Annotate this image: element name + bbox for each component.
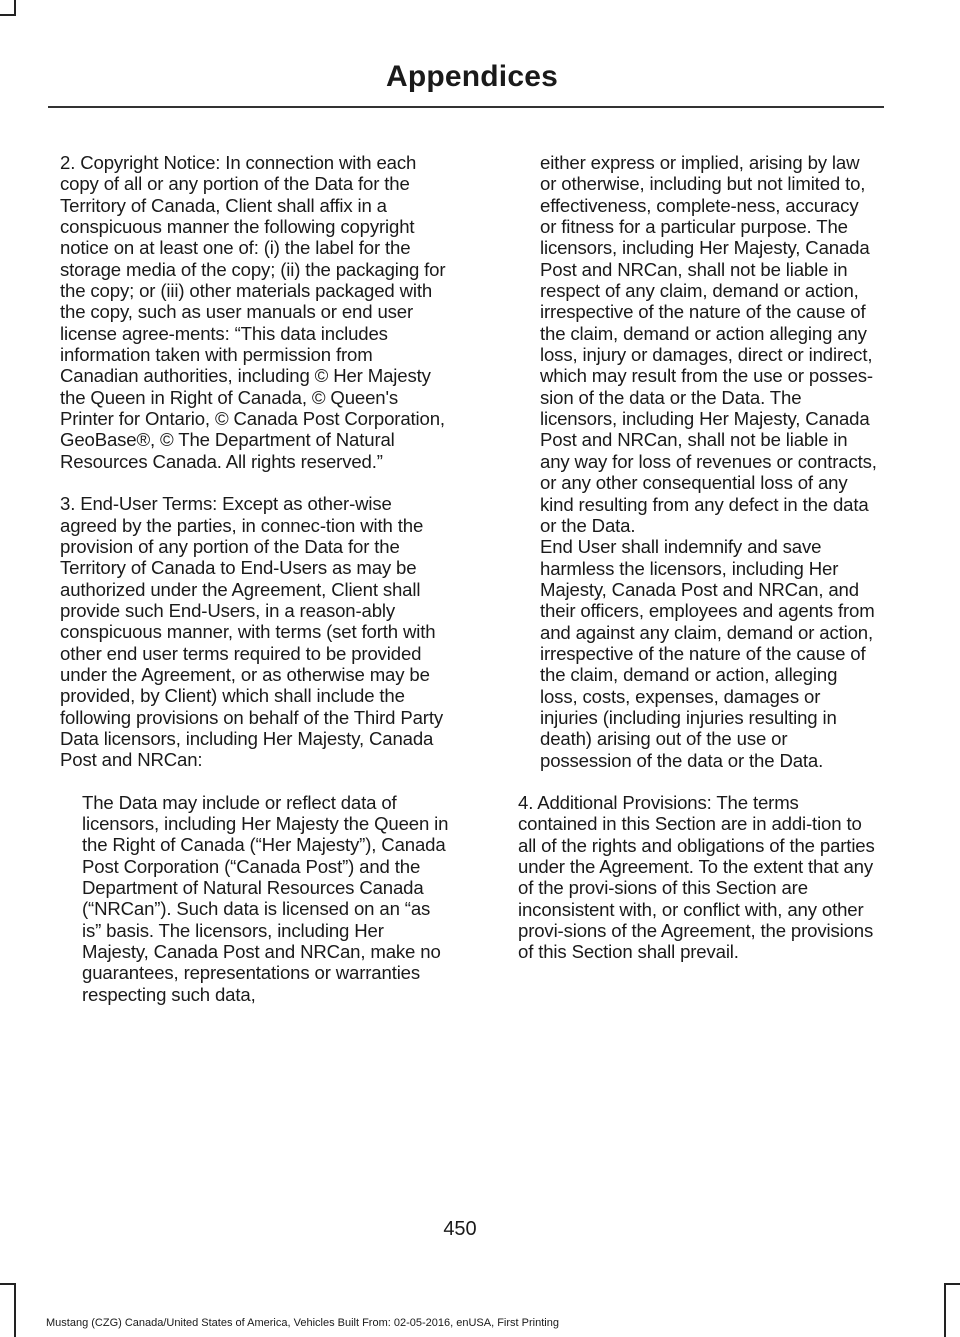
paragraph-licensor-data: The Data may include or reflect data of licensors, including Her Majesty the Queen in the Right of Canada (“Her Majesty”), Canada Post Corporation (“Canada Post”) and the Department of Natural Resources Canada (“NRCan”). Such data is licensed on an “as is” basis. The licensors, including Her Majesty, Canada Post and NRCan, make no guarantees, representations or warranties respecting such data, — [82, 791, 449, 1005]
paragraph-liability: either express or implied, arising by law or otherwise, including but not limited to, effectiveness, complete-ness, accuracy or fitness for a particular purpose. The licensors, including Her Majesty, Canada Post and NRCan, shall not be liable in respect of any claim, demand or action, irrespective of the nature of the cause of the claim, demand or action alleging any loss, injury or damages, direct or indirect, which may result from the use or posses-sion of the data or the Data. The licensors, including Her Majesty, Canada Post and NRCan, shall not be liable in any way for loss of revenues or contracts, or any other consequential loss of any kind resulting from any defect in the data or the Data. — [540, 152, 877, 536]
page-number: 450 — [443, 1218, 477, 1240]
footer-text: Mustang (CZG) Canada/United States of America, Vehicles Built From: 02-05-2016, enUSA, First Printing — [46, 1317, 559, 1329]
right-column — [518, 152, 878, 984]
crop-mark-bottom-right-vertical — [944, 1283, 946, 1337]
paragraph-copyright-notice: 2. Copyright Notice: In connection with each copy of all or any portion of the Data for the Territory of Canada, Client shall affix in a conspicuous manner the following copyright notice on at least one of: (i) the label for the storage media of the copy; (ii) the packaging for the copy; or (iii) other materials packaged with the copy, such as user manuals or end user license agree-ments: “This data includes information taken with permission from Canadian authorities, including © Her Majesty the Queen in Right of Canada, © Queen's Printer for Ontario, © Canada Post Corporation, GeoBase®, © The Department of Natural Resources Canada. All rights reserved.” — [60, 152, 446, 472]
section-title: Appendices — [385, 60, 558, 93]
crop-mark-bottom-left-vertical — [14, 1283, 16, 1337]
crop-mark-bottom-right-horizontal — [944, 1283, 960, 1285]
paragraph-additional-provisions: 4. Additional Provisions: The terms contained in this Section are in addi-tion to all of the rights and obligations of the parties under the Agreement. To the extent that any of the provi-sions of this Section are inconsistent with, or conflict with, any other provi-sions of the Agreement, the provisions of this Section shall prevail. — [518, 791, 875, 963]
header-divider — [48, 106, 884, 108]
crop-mark-bottom-left-horizontal — [0, 1283, 16, 1285]
crop-mark-top-left-horizontal — [0, 14, 16, 16]
paragraph-indemnify: End User shall indemnify and save harmless the licensors, including Her Majesty, Canada Post and NRCan, and their officers, employees and agents from and against any claim, demand or action, irrespective of the nature of the cause of the claim, demand or action, alleging loss, costs, expenses, damages or injuries (including injuries resulting in death) arising out of the use or possession of the data or the Data. — [540, 536, 875, 771]
left-column — [60, 152, 450, 1005]
paragraph-end-user-terms: 3. End-User Terms: Except as other-wise agreed by the parties, in connec-tion with the provision of any portion of the Data for the Territory of Canada to End-Users as may be authorized under the Agreement, Client shall provide such End-Users, in a reason-ably conspicuous manner, with terms (set forth with other end user terms required to be provided under the Agreement, or as otherwise may be provided, by Client) which shall include the following provisions on behalf of the Third Party Data licensors, including Her Majesty, Canada Post and NRCan: — [60, 493, 443, 771]
